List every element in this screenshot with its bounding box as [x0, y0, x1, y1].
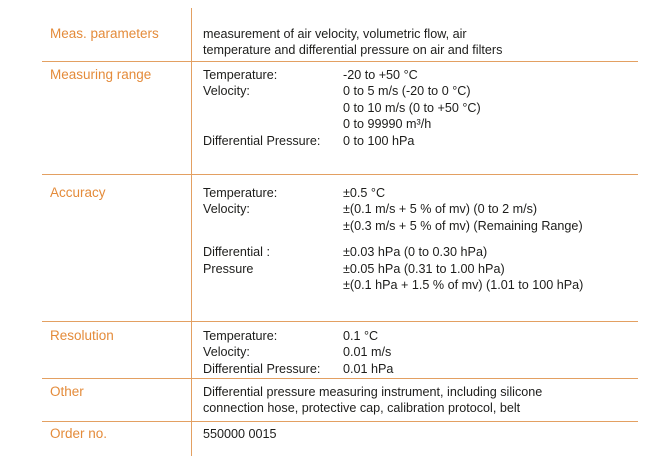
param-value: 0.01 hPa [343, 361, 394, 376]
param-value: 0.1 °C [343, 329, 379, 343]
param-value: 0 to 10 m/s (0 to +50 °C) [343, 100, 481, 115]
value-line: temperature and differential pressure on air and filters [203, 43, 503, 58]
order-number: 550000 0015 [203, 427, 277, 441]
row-separator [42, 174, 638, 175]
value-line: measurement of air velocity, volumetric flow, air [203, 27, 467, 41]
row-label: Meas. parameters [50, 26, 159, 41]
spec-table [42, 8, 638, 456]
column-divider [191, 8, 192, 456]
row-value [203, 384, 542, 417]
param-name: Velocity: [203, 345, 250, 360]
row-label: Accuracy [50, 185, 106, 200]
row-label: Measuring range [50, 67, 152, 82]
row-separator [42, 321, 638, 322]
param-name: Pressure [203, 261, 254, 276]
row-label: Resolution [50, 328, 114, 343]
param-name: Differential Pressure: [203, 133, 321, 148]
param-value: ±(0.3 m/s + 5 % of mv) (Remaining Range) [343, 218, 583, 233]
param-name: Velocity: [203, 202, 250, 217]
param-value: ±0.5 °C [343, 186, 386, 200]
param-value: 0 to 100 hPa [343, 133, 415, 148]
param-name: Velocity: [203, 84, 250, 99]
param-value: 0.01 m/s [343, 345, 392, 360]
param-value: ±0.05 hPa (0.31 to 1.00 hPa) [343, 261, 505, 276]
row-label: Order no. [50, 426, 108, 441]
param-value: -20 to +50 °C [343, 68, 418, 82]
param-name: Temperature: [203, 329, 278, 343]
param-name: Temperature: [203, 68, 278, 82]
param-name: Differential Pressure: [203, 361, 321, 376]
param-value: ±(0.1 hPa + 1.5 % of mv) (1.01 to 100 hPa) [343, 277, 584, 292]
row-label: Other [50, 384, 84, 399]
row-value [203, 426, 277, 442]
value-line: connection hose, protective cap, calibration protocol, belt [203, 401, 521, 416]
row-value [203, 26, 502, 59]
row-separator [42, 421, 638, 422]
row-separator [42, 61, 638, 62]
param-name: Differential : [203, 245, 270, 260]
param-value: 0 to 5 m/s (-20 to 0 °C) [343, 84, 471, 99]
row-separator [42, 378, 638, 379]
param-value: 0 to 99990 m³/h [343, 117, 432, 132]
param-value: ±(0.1 m/s + 5 % of mv) (0 to 2 m/s) [343, 202, 538, 217]
param-name: Temperature: [203, 186, 278, 200]
value-line: Differential pressure measuring instrument, including silicone [203, 385, 543, 399]
param-value: ±0.03 hPa (0 to 0.30 hPa) [343, 245, 488, 260]
